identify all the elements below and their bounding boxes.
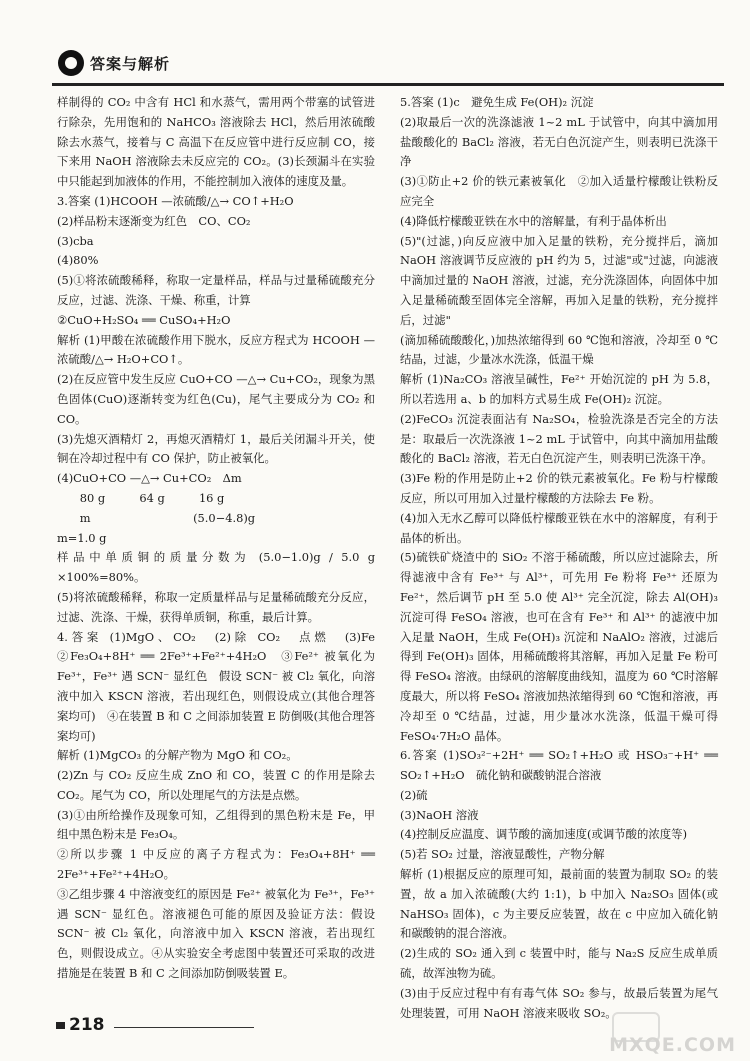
paragraph: 5.答案 (1)c 避免生成 Fe(OH)₂ 沉淀 xyxy=(400,95,594,109)
paragraph: 样制得的 CO₂ 中含有 HCl 和水蒸气，需用两个带塞的试管进行除杂，先用饱和的 NaHCO₃ 溶液除去 HCl，然后用浓硫酸除去水蒸气，接着与 C 高温下在反应管中进行反应制 CO，接下来用 NaOH 溶液除去未反应完的 CO₂。(3)长颈漏斗在实验中只能起到加液体的作用，不能控制加入液体的速度及量。 xyxy=(57,95,375,189)
paragraph: m=1.0 g xyxy=(57,530,107,545)
paragraph: (4)降低柠檬酸亚铁在水中的溶解量，有利于晶体析出 xyxy=(400,213,667,228)
paragraph: 解析 (1)MgCO₃ 的分解产物为 MgO 和 CO₂。 xyxy=(57,748,298,763)
right-column xyxy=(400,93,718,1020)
watermark-text: MXQE.COM xyxy=(609,1034,736,1056)
paragraph: (5)若 SO₂ 过量，溶液显酸性，产物分解 xyxy=(400,847,605,862)
paragraph: ②所以步骤 1 中反应的离子方程式为：Fe₃O₄+8H⁺ ══ 2Fe³⁺+Fe²⁺+4H₂O。 xyxy=(57,847,375,882)
paragraph: 解析 (1)甲酸在浓硫酸作用下脱水，反应方程式为 HCOOH —浓硫酸/△→ H₂O+CO↑。 xyxy=(57,332,375,367)
paragraph: (4)80% xyxy=(57,253,99,268)
paragraph: (3)NaOH 溶液 xyxy=(400,807,479,822)
paragraph: (4)CuO+CO —△→ Cu+CO₂ Δm xyxy=(57,471,242,486)
page-number: 218 xyxy=(69,1015,105,1035)
paragraph: 解析 (1)Na₂CO₃ 溶液呈碱性，Fe²⁺ 开始沉淀的 pH 为 5.8，所以若选用 a、b 的加料方式易生成 Fe(OH)₂ 沉淀。 xyxy=(400,372,718,406)
paragraph: 80 g 64 g 16 g xyxy=(57,490,225,505)
paragraph: 解析 (1)根据反应的原理可知，最前面的装置为制取 SO₂ 的装置，故 a 加入浓硫酸(大约 1:1)，b 中加入 Na₂SO₃ 固体(或 NaHSO₃ 固体)，c 为主要反应装置，故在 c 中应加入硫化钠和碳酸钠的混合溶液。 xyxy=(400,867,718,941)
paragraph: m (5.0−4.8)g xyxy=(57,510,256,525)
paragraph: (2)FeCO₃ 沉淀表面沾有 Na₂SO₄，检验洗涤是否完全的方法是：取最后一次洗涤液 1~2 mL 于试管中，向其中滴加用盐酸酸化的 BaCl₂ 溶液，若无白色沉淀产生，则表明已洗涤干净。 xyxy=(400,411,718,466)
paragraph: (2)Zn 与 CO₂ 反应生成 ZnO 和 CO，装置 C 的作用是除去 CO₂。尾气为 CO，所以处理尾气的方法是点燃。 xyxy=(57,768,375,802)
paragraph: 样品中单质铜的质量分数为 (5.0−1.0)g / 5.0 g ×100%=80%。 xyxy=(57,550,375,585)
header-title: 答案与解析 xyxy=(90,55,171,73)
paragraph: (3)cba xyxy=(57,233,94,248)
paragraph: ③乙组步骤 4 中溶液变红的原因是 Fe²⁺ 被氧化为 Fe³⁺，Fe³⁺ 遇 SCN⁻ 显红色。溶液褪色可能的原因及验证方法：假设 SCN⁻ 被 Cl₂ 氧化，向溶液中加入 KSCN 溶液，若出现红色，则假设成立。④从实验安全考虑图中装置还可采取的改进措施是在装置 B 和 C 之间添加防倒吸装置 E。 xyxy=(57,886,375,981)
paragraph: (2)生成的 SO₂ 通入到 c 装置中时，能与 Na₂S 反应生成单质硫，故浑浊物为硫。 xyxy=(400,946,718,981)
paragraph: (4)控制反应温度、调节酸的滴加速度(或调节酸的浓度等) xyxy=(400,827,688,842)
left-column xyxy=(57,93,387,1013)
paragraph: (4)加入无水乙醇可以降低柠檬酸亚铁在水中的溶解度，有利于晶体的析出。 xyxy=(400,510,718,545)
paragraph: (3)Fe 粉的作用是防止+2 价的铁元素被氧化。Fe 粉与柠檬酸反应，所以可用加入过量柠檬酸的方法除去 Fe 粉。 xyxy=(400,471,718,505)
paragraph: (2)取最后一次的洗涤滤液 1~2 mL 于试管中，向其中滴加用盐酸酸化的 BaCl₂ 溶液，若无白色沉淀产生，则表明已洗涤干净 xyxy=(400,114,718,169)
paragraph: (5)"(过滤，)向反应液中加入足量的铁粉，充分搅拌后，滴加 NaOH 溶液调节反应液的 pH 约为 5，过滤"或"过滤，向滤液中滴加过量的 NaOH 溶液，过滤，充分洗涤固体，向固体中加入足量稀硫酸至固体完全溶解，再加入足量的铁粉，充分搅拌后，过滤" xyxy=(400,233,718,327)
logo-icon xyxy=(58,50,84,76)
page-footer xyxy=(56,1016,256,1036)
paragraph: 6.答案 (1)SO₃²⁻+2H⁺ ══ SO₂↑+H₂O 或 HSO₃⁻+H⁺ ══ SO₂↑+H₂O 硫化钠和碳酸钠混合溶液 xyxy=(400,748,718,783)
paragraph: (5)①将浓硫酸稀释，称取一定量样品，样品与过量稀硫酸充分反应，过滤、洗涤、干燥、称重，计算 xyxy=(57,273,375,307)
paragraph: (5)将浓硫酸稀释，称取一定质量样品与足量稀硫酸充分反应，过滤、洗涤、干燥，获得单质铜，称重，最后计算。 xyxy=(57,589,375,624)
page-marker-icon xyxy=(56,1022,65,1029)
paragraph: (2)硫 xyxy=(400,787,428,802)
paragraph: (2)样品粉末逐渐变为红色 CO、CO₂ xyxy=(57,213,251,228)
paragraph: 3.答案 (1)HCOOH —浓硫酸/△→ CO↑+H₂O xyxy=(57,193,294,208)
paragraph: (2)在反应管中发生反应 CuO+CO —△→ Cu+CO₂，现象为黑色固体(CuO)逐渐转变为红色(Cu)，尾气主要成分为 CO₂ 和 CO。 xyxy=(57,372,375,426)
watermark xyxy=(609,1012,736,1058)
paragraph: (3)由于反应过程中有有毒气体 SO₂ 参与，故最后装置为尾气处理装置，可用 NaOH 溶液来吸收 SO₂。 xyxy=(400,985,718,1020)
paragraph: (5)硫铁矿烧渣中的 SiO₂ 不溶于稀硫酸，所以应过滤除去，所得滤液中含有 Fe³⁺ 与 Al³⁺，可先用 Fe 粉将 Fe³⁺ 还原为 Fe²⁺，然后调节 pH 至 5.0 使 Al³⁺ 完全沉淀，除去 Al(OH)₃ 沉淀可得 FeSO₄ 溶液，也可在含有 Fe³⁺ 和 Al³⁺ 的滤液中加入足量 NaOH，生成 Fe(OH)₃ 沉淀和 NaAlO₂ 溶液，过滤后得到 Fe(OH)₃ 固体，用稀硫酸将其溶解，再加入足量 Fe 粉可得 FeSO₄ 溶液。由绿矾的溶解度曲线知，温度为 60 ℃时溶解度最大，所以将 FeSO₄ 溶液加热浓缩得到 60 ℃饱和溶液，再冷却至 0 ℃结晶，过滤，用少量冰水洗涤，低温干燥可得 FeSO₄·7H₂O 晶体。 xyxy=(400,550,718,743)
paragraph: (3)①防止+2 价的铁元素被氧化 ②加入适量柠檬酸让铁粉反应完全 xyxy=(400,174,718,208)
paragraph: (滴加稀硫酸酸化，)加热浓缩得到 60 ℃饱和溶液，冷却至 0 ℃结晶，过滤，少量冰水洗涤，低温干燥 xyxy=(400,332,718,367)
header-rule xyxy=(52,83,724,86)
paragraph: 4.答案 (1)MgO、CO₂ (2)除 CO₂ 点燃 (3)Fe ②Fe₃O₄+8H⁺ ══ 2Fe³⁺+Fe²⁺+4H₂O ③Fe²⁺ 被氧化为 Fe³⁺，Fe³⁺ 遇 SCN⁻ 显红色 假设 SCN⁻ 被 Cl₂ 氧化，向溶液中加入 KSCN 溶液，若出现红色，则假设成立(其他合理答案均可) ④在装置 B 和 C 之间添加装置 E 防倒吸(其他合理答案均可) xyxy=(57,629,387,743)
paragraph: (3)先熄灭酒精灯 2，再熄灭酒精灯 1，最后关闭漏斗开关，使铜在冷却过程中有 CO 保护，防止被氧化。 xyxy=(57,431,375,466)
paragraph: (3)①由所给操作及现象可知，乙组得到的黑色粉末是 Fe，甲组中黑色粉末是 Fe₃O₄。 xyxy=(57,807,375,842)
paragraph: ②CuO+H₂SO₄ ══ CuSO₄+H₂O xyxy=(57,312,231,327)
footer-rule xyxy=(114,1027,254,1028)
page-header xyxy=(52,48,724,88)
